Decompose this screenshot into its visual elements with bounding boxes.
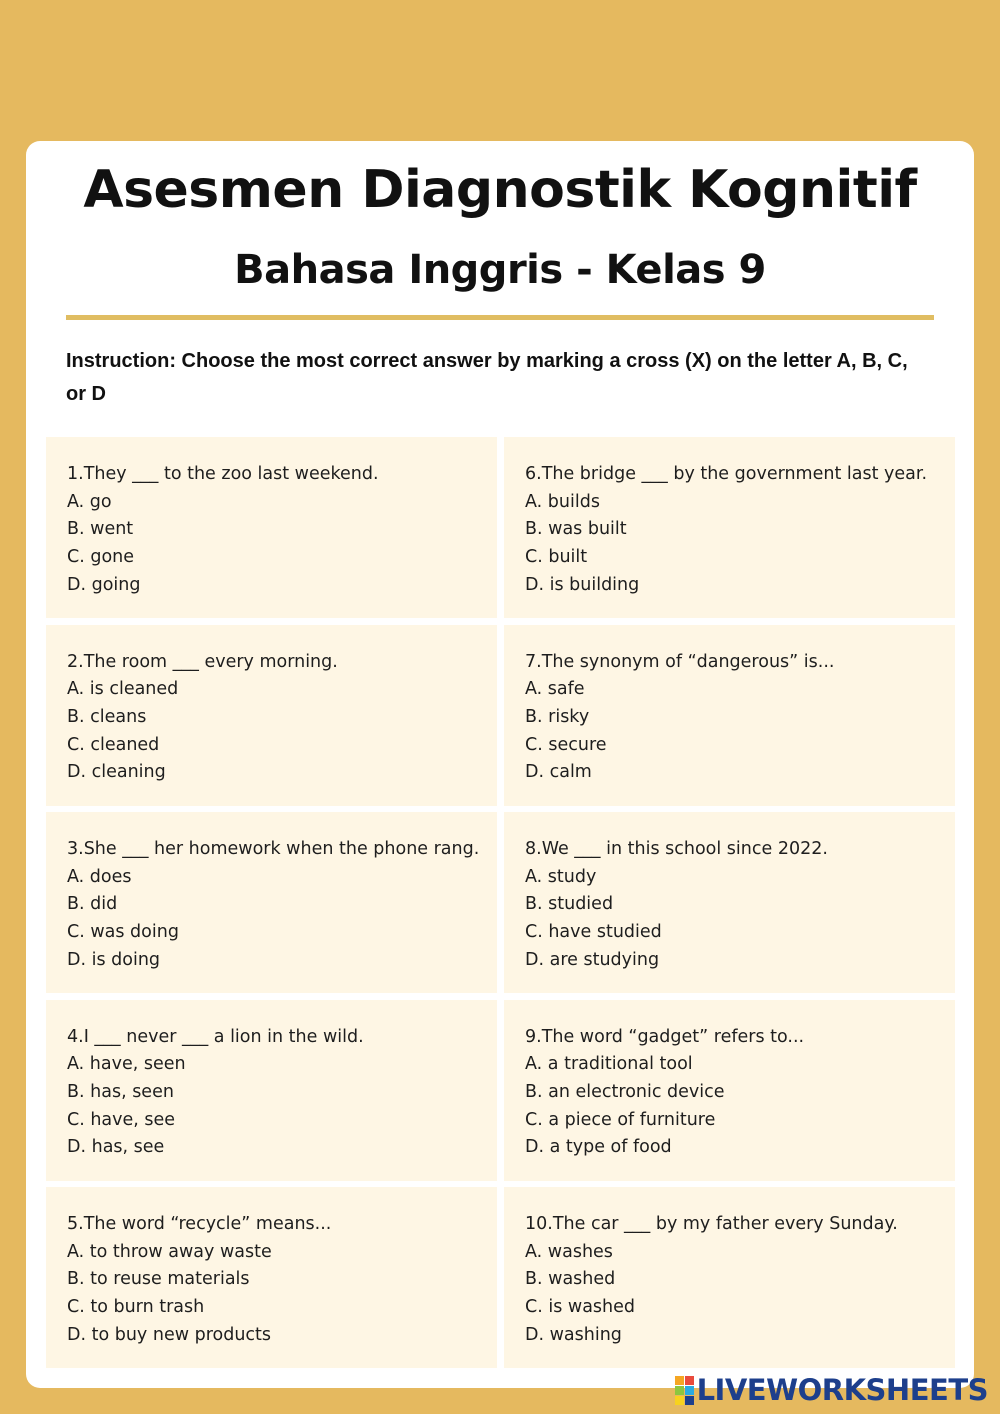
option-d[interactable]: D. a type of food (525, 1137, 672, 1158)
option-c[interactable]: C. was doing (67, 922, 179, 943)
option-a[interactable]: A. have, seen (67, 1054, 186, 1075)
option-c[interactable]: C. a piece of furniture (525, 1109, 716, 1130)
logo-square (675, 1396, 684, 1405)
logo-square (685, 1396, 694, 1405)
question-box-2 (46, 625, 497, 806)
liveworksheets-logo-icon (675, 1376, 694, 1405)
option-c[interactable]: C. cleaned (67, 734, 160, 755)
option-d[interactable]: D. has, see (67, 1137, 165, 1158)
worksheet-subtitle: Bahasa Inggris - Kelas 9 (234, 247, 766, 293)
question-text: 1.They ___ to the zoo last weekend. (67, 464, 379, 484)
option-c[interactable]: C. have, see (67, 1109, 176, 1130)
option-c[interactable]: C. is washed (525, 1297, 636, 1318)
question-text: 6.The bridge ___ by the government last year. (525, 464, 928, 484)
question-box-8 (504, 812, 955, 993)
option-c[interactable]: C. built (525, 547, 588, 568)
question-text: 4.I ___ never ___ a lion in the wild. (67, 1026, 364, 1047)
question-text: 3.She ___ her homework when the phone rang. (67, 839, 480, 859)
option-a[interactable]: A. go (67, 491, 112, 512)
option-d[interactable]: D. to buy new products (67, 1324, 272, 1345)
question-box-10 (504, 1187, 955, 1368)
option-a[interactable]: A. does (67, 866, 132, 887)
liveworksheets-logo-text: LIVEWORKSHEETS (696, 1373, 988, 1407)
option-b[interactable]: B. was built (525, 519, 627, 540)
question-text: 10.The car ___ by my father every Sunday. (525, 1214, 898, 1234)
question-text: 8.We ___ in this school since 2022. (525, 839, 828, 859)
option-b[interactable]: B. to reuse materials (67, 1269, 250, 1290)
worksheet-card (26, 141, 974, 1388)
question-text: 7.The synonym of “dangerous” is... (525, 651, 835, 672)
question-box-5 (46, 1187, 497, 1368)
option-a[interactable]: A. study (525, 866, 597, 887)
option-a[interactable]: A. is cleaned (67, 679, 179, 700)
question-grid (46, 437, 955, 1368)
option-b[interactable]: B. went (67, 519, 134, 540)
logo-square (685, 1386, 694, 1395)
option-c[interactable]: C. have studied (525, 922, 662, 943)
option-d[interactable]: D. is doing (67, 949, 161, 970)
option-a[interactable]: A. to throw away waste (67, 1241, 272, 1262)
option-d[interactable]: D. calm (525, 762, 592, 783)
title-divider (66, 315, 934, 320)
option-a[interactable]: A. a traditional tool (525, 1054, 693, 1075)
logo-square (675, 1376, 684, 1385)
option-d[interactable]: D. going (67, 574, 141, 595)
option-c[interactable]: C. gone (67, 547, 135, 568)
option-d[interactable]: D. is building (525, 574, 640, 595)
logo-square (685, 1376, 694, 1385)
liveworksheets-logo[interactable] (675, 1374, 988, 1406)
question-box-3 (46, 812, 497, 993)
question-box-9 (504, 1000, 955, 1181)
option-d[interactable]: D. are studying (525, 949, 660, 970)
question-box-6 (504, 437, 955, 618)
logo-square (675, 1386, 684, 1395)
option-b[interactable]: B. washed (525, 1269, 616, 1290)
option-b[interactable]: B. has, seen (67, 1081, 174, 1102)
option-d[interactable]: D. washing (525, 1324, 622, 1345)
option-b[interactable]: B. cleans (67, 706, 147, 727)
question-text: 9.The word “gadget” refers to... (525, 1026, 805, 1047)
option-c[interactable]: C. to burn trash (67, 1297, 205, 1318)
option-b[interactable]: B. an electronic device (525, 1081, 725, 1102)
option-d[interactable]: D. cleaning (67, 762, 166, 783)
question-box-7 (504, 625, 955, 806)
option-a[interactable]: A. builds (525, 491, 600, 512)
option-a[interactable]: A. washes (525, 1241, 613, 1262)
option-a[interactable]: A. safe (525, 679, 585, 700)
option-b[interactable]: B. studied (525, 894, 614, 915)
question-text: 5.The word “recycle” means... (67, 1214, 332, 1234)
option-b[interactable]: B. did (67, 894, 118, 915)
worksheet-title: Asesmen Diagnostik Kognitif (83, 160, 917, 220)
option-b[interactable]: B. risky (525, 706, 590, 727)
option-c[interactable]: C. secure (525, 734, 607, 755)
question-text: 2.The room ___ every morning. (67, 651, 338, 672)
question-box-1 (46, 437, 497, 618)
instruction-text: Instruction: Choose the most correct answer by marking a cross (X) on the letter A, B, C, or D (66, 350, 908, 405)
question-box-4 (46, 1000, 497, 1181)
